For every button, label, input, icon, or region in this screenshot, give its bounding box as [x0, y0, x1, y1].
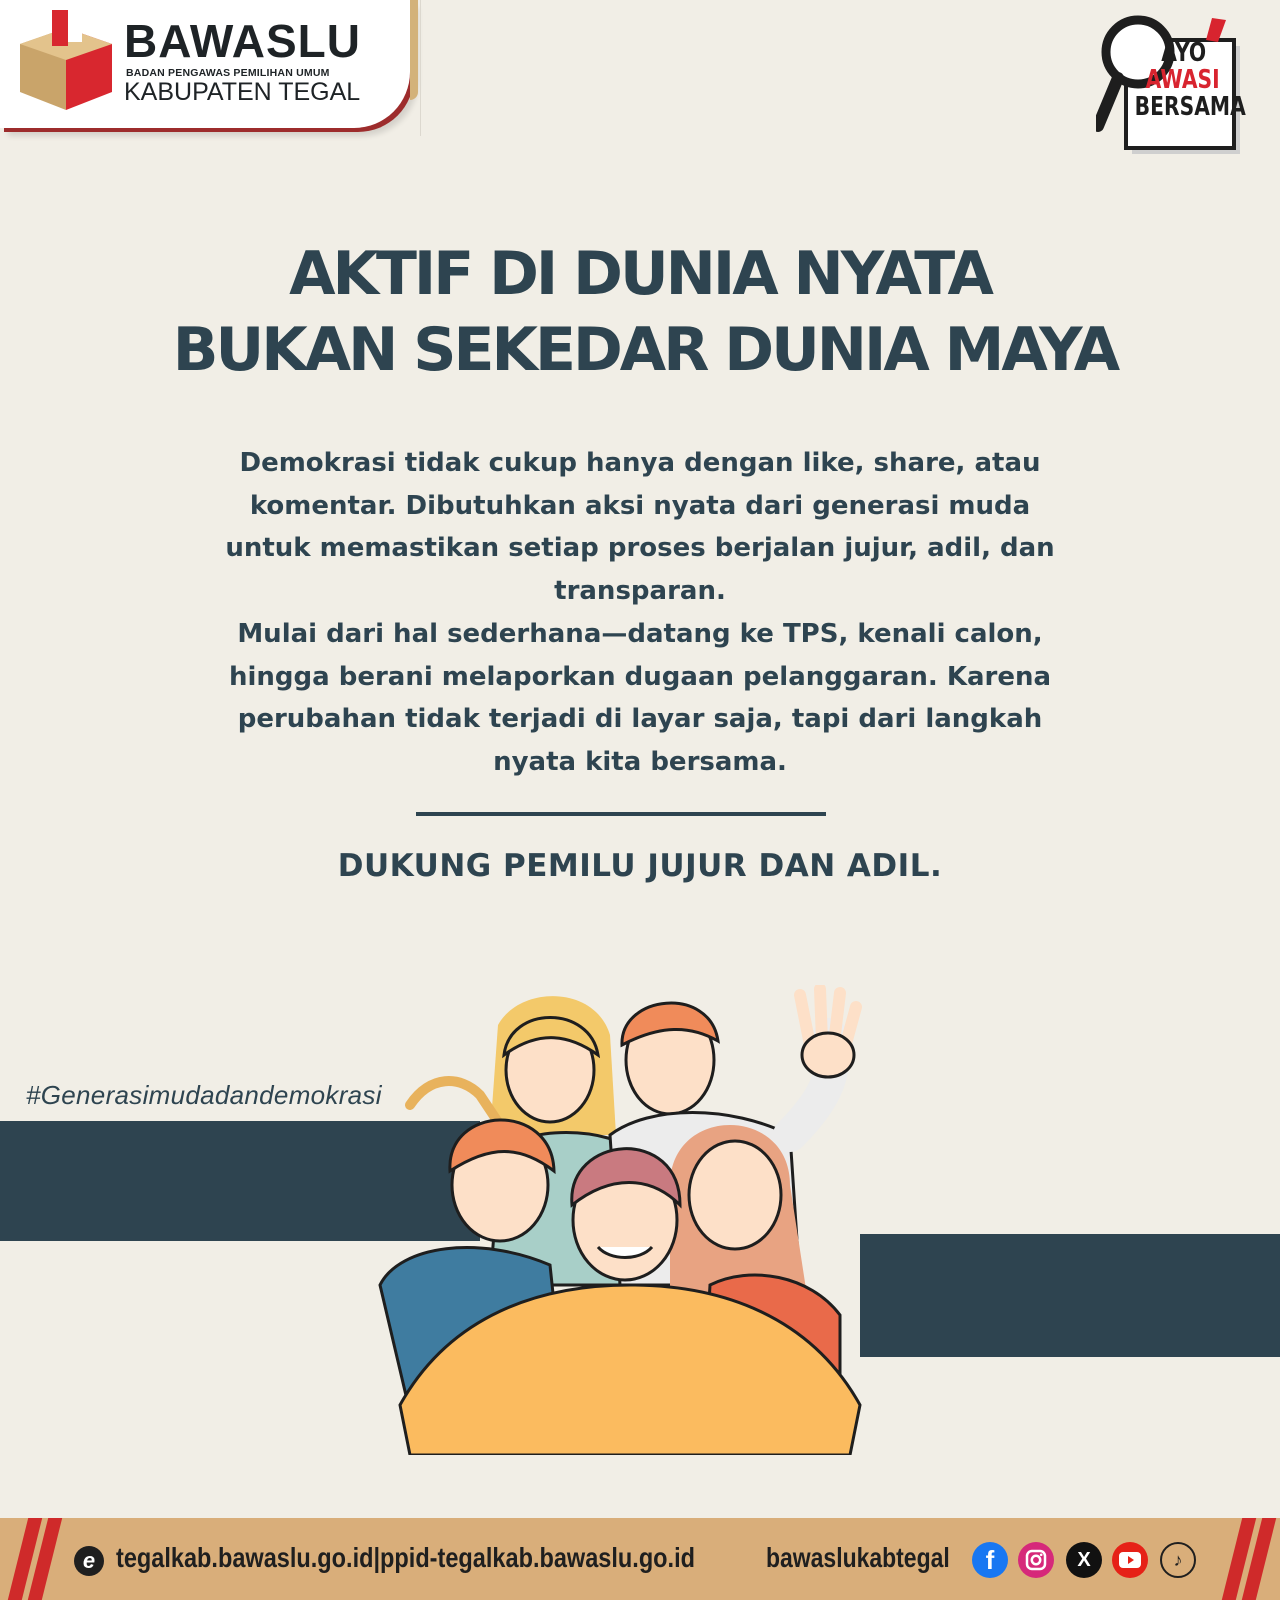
hashtag: #Generasimudadandemokrasi: [26, 1080, 382, 1110]
logo-title: BAWASLU: [124, 15, 361, 67]
headline-line-2: BUKAN SEKEDAR DUNIA MAYA: [172, 315, 1118, 385]
body-line: hingga berani melaporkan dugaan pelanggaran. Karena: [228, 661, 1052, 692]
youtube-icon[interactable]: [1112, 1542, 1148, 1578]
body-line: transparan.: [554, 576, 726, 607]
badge-line-1: AYO: [1161, 38, 1207, 68]
facebook-icon[interactable]: f: [972, 1542, 1008, 1578]
body-line: komentar. Dibutuhkan aksi nyata dari generasi muda: [249, 490, 1031, 521]
footer-social-handle[interactable]: bawaslukabtegal: [766, 1542, 950, 1573]
badge-line-3: BERSAMA: [1134, 92, 1246, 122]
body-line: nyata kita bersama.: [493, 746, 787, 777]
section-divider: [416, 812, 826, 816]
ayo-awasi-text: [1130, 38, 1246, 122]
group-of-young-people-illustration: [370, 985, 910, 1495]
logo-region: KABUPATEN TEGAL: [124, 78, 361, 106]
tiktok-icon[interactable]: ♪: [1160, 1542, 1196, 1578]
page-title: [0, 236, 1280, 388]
body-line: perubahan tidak terjadi di layar saja, tapi dari langkah: [237, 704, 1043, 735]
body-line: Mulai dari hal sederhana—datang ke TPS, kenali calon,: [237, 618, 1043, 649]
website-icon: e: [74, 1546, 104, 1576]
x-icon[interactable]: X: [1066, 1542, 1102, 1578]
decorative-band-right: [860, 1234, 1280, 1357]
headline-line-1: AKTIF DI DUNIA NYATA: [289, 239, 991, 309]
body-line: untuk memastikan setiap proses berjalan jujur, adil, dan: [225, 533, 1055, 564]
body-paragraph: [210, 442, 1070, 784]
tagline: DUKUNG PEMILU JUJUR DAN ADIL.: [337, 848, 943, 884]
logo-subtitle: BADAN PENGAWAS PEMILIHAN UMUM: [126, 67, 330, 79]
bawaslu-logo-icon: [16, 10, 116, 114]
header-logo-panel: [0, 0, 410, 128]
badge-line-2: AWASI: [1145, 65, 1220, 95]
footer-websites[interactable]: tegalkab.bawaslu.go.id|ppid-tegalkab.bawaslu.go.id: [116, 1542, 695, 1573]
body-line: Demokrasi tidak cukup hanya dengan like, share, atau: [239, 448, 1041, 478]
instagram-icon[interactable]: [1018, 1542, 1054, 1578]
header-divider: [420, 0, 421, 136]
